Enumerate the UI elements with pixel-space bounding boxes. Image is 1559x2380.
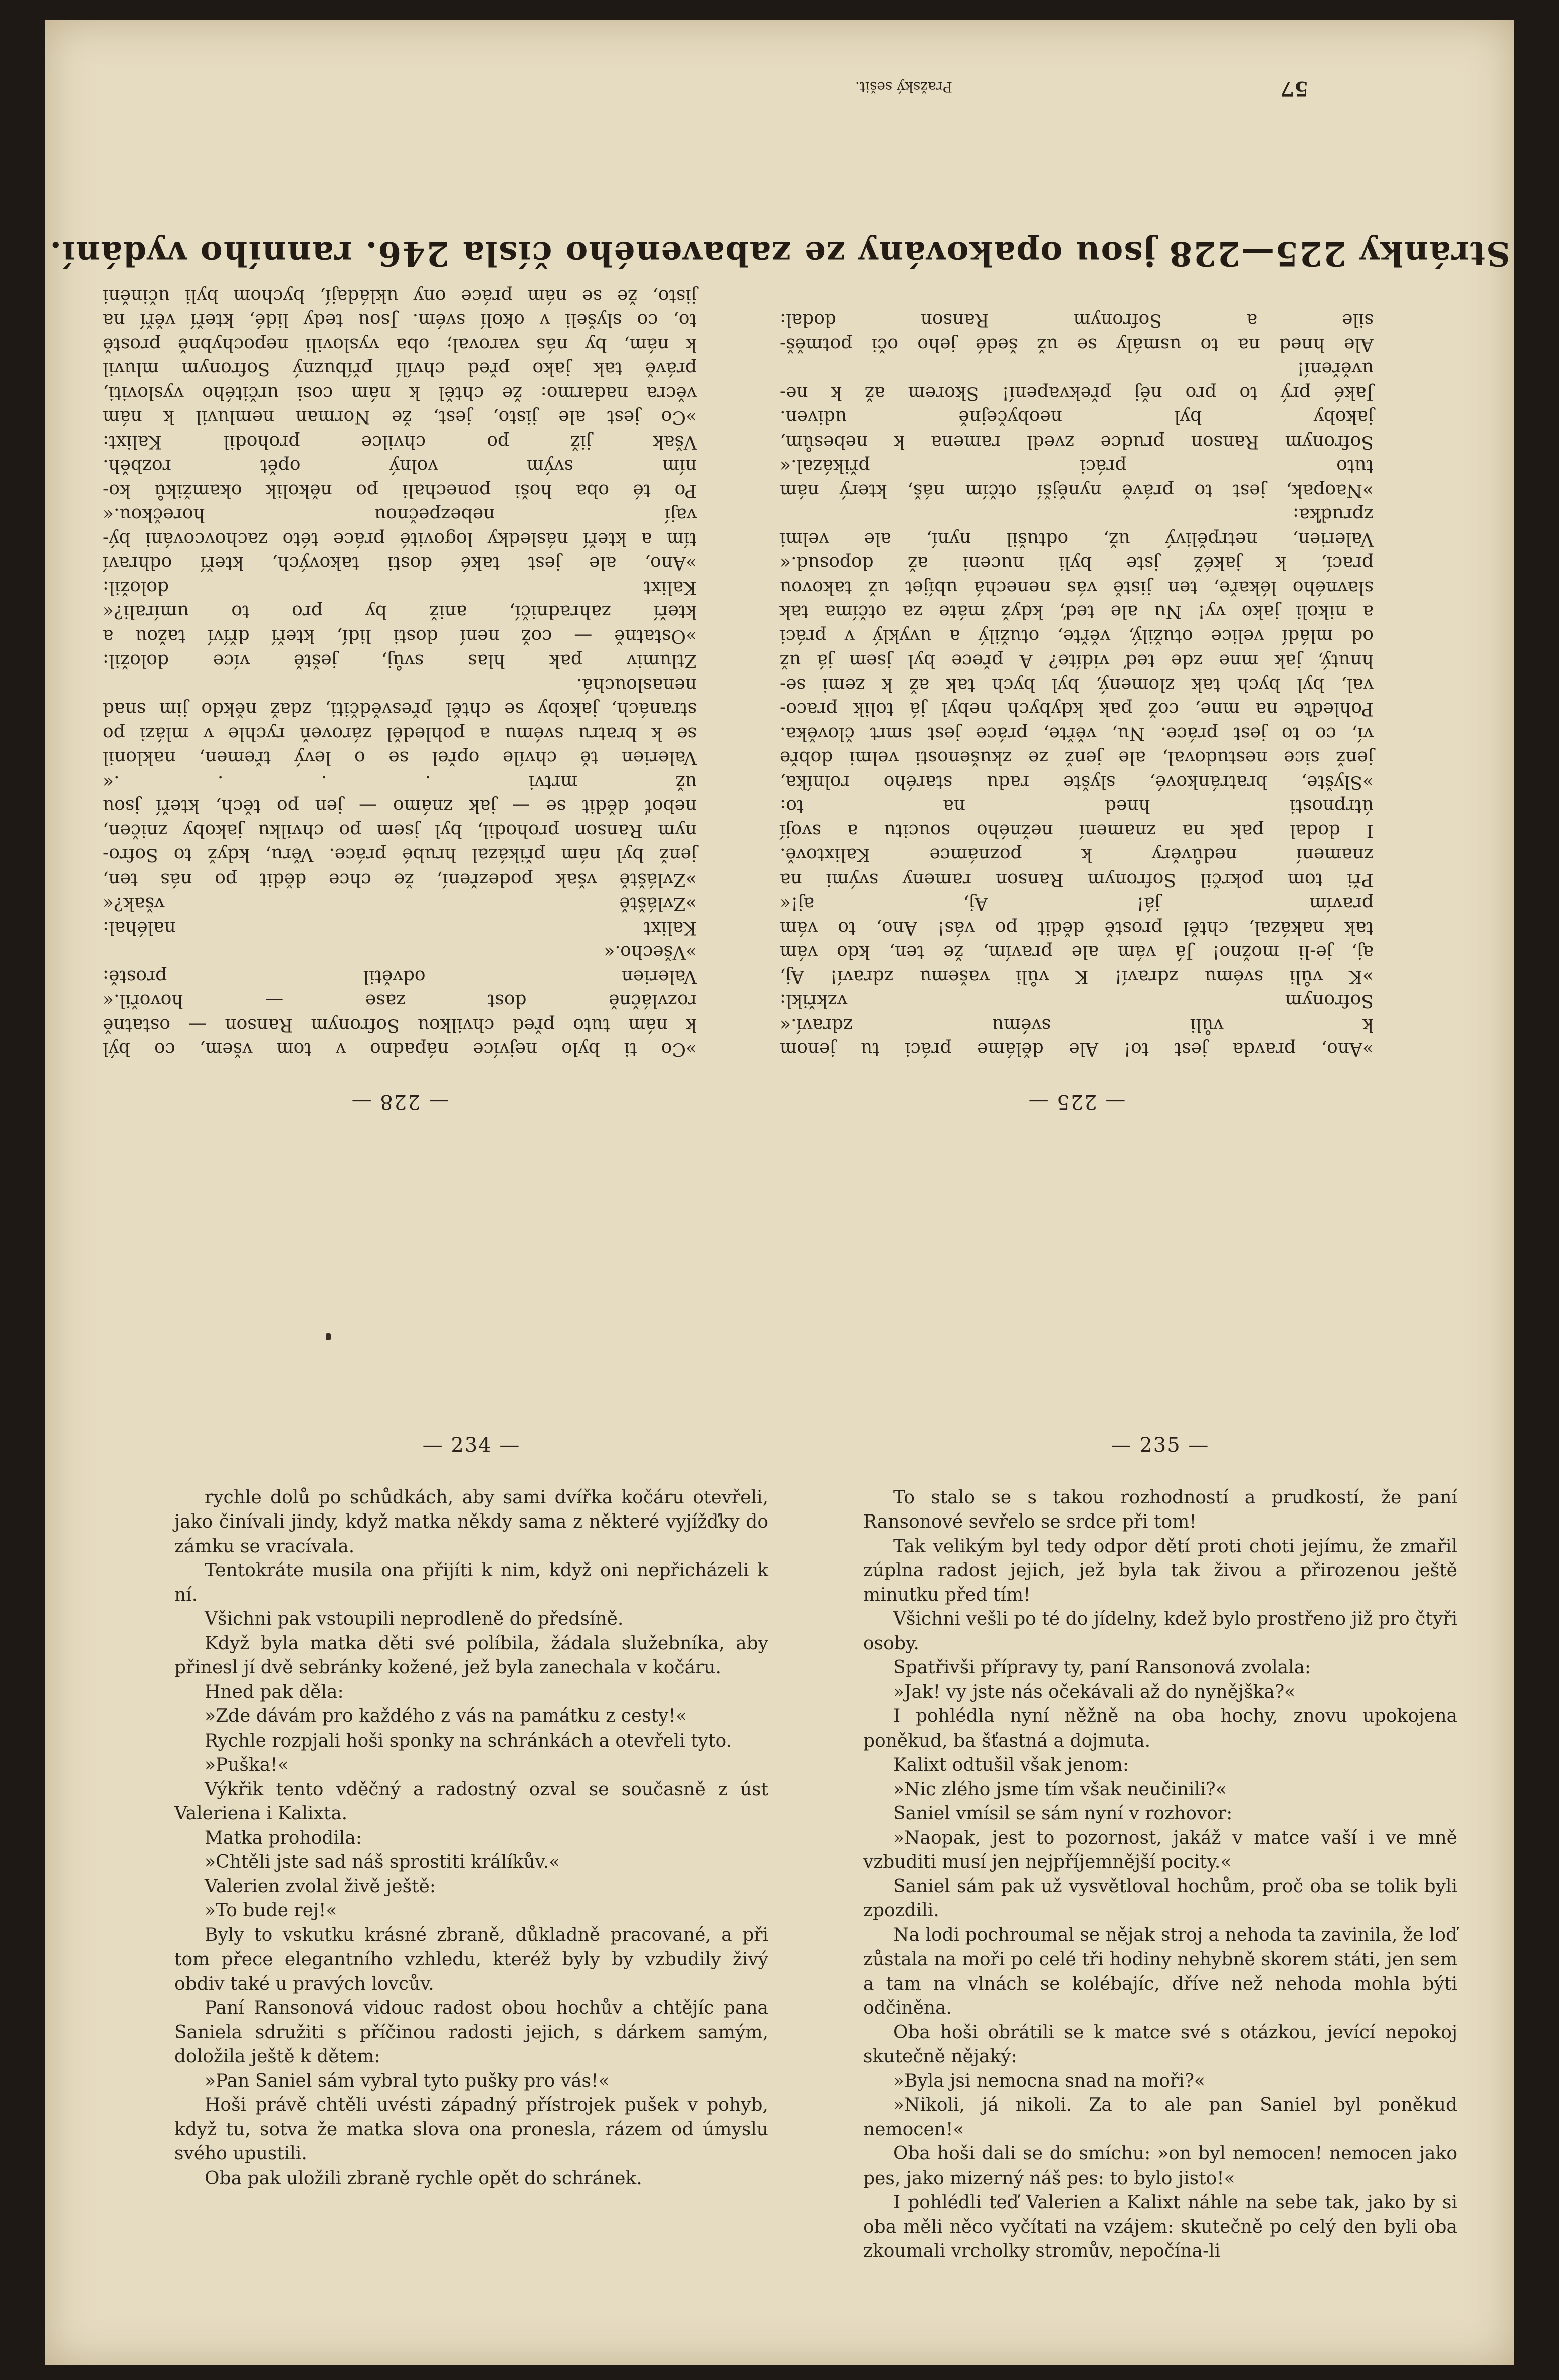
text-line: se k bratru svému a pohleděl zároveň rychle v mlázi po — [103, 723, 697, 744]
text-line: Sofronym Ranson prudce zvedl ramena k nebesům, — [780, 431, 1374, 452]
text-line: hnutý, jak mne zde teď vidíte? A přece byl jsem já už — [780, 650, 1374, 671]
text-line: Valerien tě chvíle opřel se o levý třemen, naklonil — [103, 747, 697, 768]
text-line: jakoby byl neobyčejně udiven. — [780, 407, 1374, 428]
text-line: zpruďka: — [1293, 504, 1374, 525]
text-line: slavného lékaře, ten jistě vás nenechá ubíjet už takovou — [780, 577, 1374, 598]
paragraph: Hned pak děla: — [205, 1681, 344, 1702]
text-line: stranách, jakoby se chtěl přesvědčiti, zdaž někdo jim snad — [103, 699, 697, 720]
reprint-notice-banner: Stránky 225—228 jsou opakovány ze zabaveného čísla 246. ranního vydání. — [49, 234, 1510, 273]
text-line: a nikoli jako vy! Nu ale teď, když máte za otčíma tak — [780, 601, 1374, 622]
paragraph: Valerien zvolal živě ještě: — [205, 1876, 436, 1897]
text-line: I dodal pak na znamení nežného soucitu a svojí — [780, 820, 1374, 841]
text-line: tím a kteří následky logovité práce této zachovcováni bý- — [103, 529, 697, 549]
text-line: »Co jest ale jisto, jest, že Norman nemluvil k nám — [103, 407, 697, 428]
text-line: Po té oba hoši ponechali po několik okamžiků ko- — [103, 480, 697, 501]
paragraph: Byly to vskutku krásné zbraně, důkladně pracované, a při tom přece elegantního vzhledu, kteréž byly by vzbudily živý obdiv také u pravých lovcův. — [174, 1924, 768, 1994]
text-line: už mrtvi . . . .« — [103, 772, 697, 792]
paragraph: »Zde dávám pro každého z vás na památku z cesty!« — [205, 1706, 687, 1726]
text-line: věcra nadarmo: že chtěl k nám cosi určitého vysloviti, — [103, 383, 697, 403]
page-number: — 225 — — [1027, 1090, 1126, 1113]
paragraph: »Naopak, jest to pozornost, jakáž v matce vaší i ve mně vzbuditi musí jen nejpříjemnější pocity.« — [863, 1827, 1457, 1872]
text-line: ním svým volný opět rozběh. — [103, 456, 697, 477]
rotated-page-225 — [780, 308, 1374, 1114]
text-line: Pohleďte na mne, což pak kdybych nebyl já tolik praco- — [780, 699, 1374, 720]
text-line: rozvláčně dost zase — hovořil.« — [103, 990, 697, 1011]
paragraph: Rychle rozpjali hoši sponky na schránkách a otevřeli tyto. — [205, 1730, 732, 1751]
text-line: pravím já! Aj, aj!« — [780, 893, 1374, 914]
text-line: »Naopak, jest to právě nynější otčím náš, který nám — [780, 480, 1374, 501]
paragraph: Oba pak uložili zbraně rychle opět do schránek. — [205, 2168, 642, 2189]
scanned-newspaper-sheet — [45, 20, 1514, 2365]
text-line: »Co ti bylo nejvíce nápadno v tom všem, co býl — [103, 1039, 697, 1060]
paragraph: Na lodi pochroumal se nějak stroj a nehoda ta zavinila, že loď zůstala na moři po celé tři hodiny nehybně skorem státi, jen sem a tam na vlnách se kolébajíc, dříve než nehoda mohla býti odčiněna. — [863, 1924, 1457, 2018]
rotated-page-228 — [103, 284, 697, 1114]
page-number: — 234 — — [422, 1434, 521, 1457]
text-line: »K vůli svému zdraví! K vůli vašemu zdraví! Aj, — [780, 966, 1374, 987]
text-line: to, co slyšeli v okolí svém. Jsou tedy lidé, kteří věří na — [103, 310, 697, 331]
paragraph: Hoši právě chtěli uvésti západný přístrojek pušek v pohyb, když tu, sotva že matka slova ona pronesla, rázem od úmyslu svého upustili. — [174, 2095, 768, 2164]
text-line: nym Ranson prohodil, byl jsem po chvilku jakoby zničen, — [103, 820, 697, 841]
text-line: Kalixt doložil: — [103, 577, 697, 598]
text-line: k vůli svému zdraví.« — [780, 1015, 1374, 1035]
text-line: od mládí velice otužilý, věřte, otužilý a uvyklý v práci — [780, 626, 1374, 646]
text-line: jisto, že se nám práce ony ukládají, bychom byli učiněni — [103, 286, 697, 306]
text-line: neboť dědit se — jak známo — jen po těch, kteří jsou — [103, 796, 697, 817]
page-235 — [863, 1433, 1457, 2264]
paragraph: Oba hoši obrátili se k matce své s otázkou, jevící nepokoj skutečně nějaký: — [863, 2022, 1457, 2067]
upright-section — [45, 1173, 1514, 2365]
paragraph: Oba hoši dali se do smíchu: »on byl nemocen! nemocen jako pes, jako mizerný náš pes: to bylo jisto!« — [863, 2143, 1457, 2189]
paragraph: »Chtěli jste sad náš sprostiti králíkův.« — [205, 1852, 560, 1872]
text-line: Při tom pokrčil Sofronym Ranson rameny svými na — [780, 869, 1374, 890]
page-234 — [174, 1433, 768, 2191]
page-number: — 228 — — [350, 1090, 449, 1113]
text-line: prací, k jakéž jste byli nuceni až doposud.« — [780, 553, 1374, 574]
text-line: »Slyšte, bratránkové, slyšte radu starého rolníka, — [780, 772, 1374, 792]
paragraph: Všichni pak vstoupili neprodleně do předsíně. — [205, 1609, 624, 1629]
text-line: »Všecho.« — [604, 942, 697, 963]
paragraph: Paní Ransonová vidouc radost obou hochův a chtějíc pana Saniela sdružiti s příčinou radosti jejich, s dárkem samým, doložila ještě k dětem: — [174, 1998, 768, 2067]
text-line: právě tak jako před chvílí příbuzný Sofronym mluvil — [103, 358, 697, 379]
text-line: jenž byl nám přikázal hrubé práce. Věru, když to Sofro- — [103, 844, 697, 866]
text-line: »Zvláště však?« — [103, 893, 697, 914]
paragraph: »Nic zlého jsme tím však neučinili?« — [893, 1779, 1227, 1800]
paragraph: »Byla jsi nemocna snad na moři?« — [893, 2070, 1205, 2091]
text-line: tuto práci přikázal.« — [780, 456, 1374, 477]
text-line: jenž sice nestudoval, ale jenž ze zkušenosti velmi dobře — [780, 747, 1374, 768]
text-line: Valerien odvětil prostě: — [103, 966, 697, 987]
text-line: »Zvláště však podezření, že chce dědit po nás ten, — [103, 869, 697, 890]
paragraph: Matka prohodila: — [205, 1827, 362, 1848]
paragraph: Spatřivši přípravy ty, paní Ransonová zvolala: — [893, 1657, 1311, 1678]
text-line: Ztlumiv pak hlas svůj, ještě více doložil: — [103, 650, 697, 671]
paragraph: rychle dolů po schůdkách, aby sami dvířka kočáru otevřeli, jako činívali jindy, když matka někdy sama z některé vyjížďky do zámku se vracívala. — [174, 1487, 768, 1557]
text-line: Kalixt naléhal: — [103, 918, 697, 938]
text-line: tak nakázal, chtěl prostě dědit po vás! Ano, to vám — [780, 918, 1374, 938]
paragraph: Tak velikým byl tedy odpor dětí proti choti jejímu, že zmařil zúplna radost jejich, jež byla tak živou a přirozenou ještě minutku před tím! — [863, 1536, 1457, 1605]
page-text — [174, 1486, 768, 2191]
text-line: Jaké prý to pro něj překvapení! Skorem až k ne- — [780, 383, 1374, 403]
paragraph: »Puška!« — [205, 1755, 289, 1775]
text-line: »Ostatně — což není dosti lidí, kteří dříví tažou a — [103, 626, 697, 646]
paragraph: »Jak! vy jste nás očekávali až do nynějška?« — [893, 1681, 1296, 1702]
text-line: ví, co to jest práce. Nu, věřte, práce jest smrt člověka. — [780, 723, 1374, 744]
text-line: k nám, by nás varoval; oba vyslovili nepochybně prostě — [103, 334, 697, 355]
paragraph: »Pan Saniel sám vybral tyto pušky pro vás!« — [205, 2070, 610, 2091]
text-line: vají nebezpečnou horečkou.« — [103, 504, 697, 525]
paragraph: Když byla matka děti své políbila, žádala služebníka, aby přinesl jí dvě sebránky kožené, jež byla zanechala v kočáru. — [174, 1633, 768, 1678]
paragraph: Saniel vmísil se sám nyní v rozhovor: — [893, 1803, 1233, 1824]
text-line: znamení nedůvěry k poznámce Kalixtově. — [780, 844, 1374, 866]
text-line: »Ano, ale jest také dosti takových, kteří odhraví — [103, 553, 697, 574]
paragraph: »Nikoli, já nikoli. Za to ale pan Saniel byl poněkud nemocen!« — [863, 2095, 1457, 2140]
paragraph: I pohlédli teď Valerien a Kalixt náhle na sebe tak, jako by si oba měli něco vyčítati na vzájem: skutečně po celý den byli oba zkoumali vrcholky stromův, nepočína-li — [863, 2192, 1457, 2261]
text-line: Ale hned na to usmály se už šedé jeho oči potměš- — [780, 334, 1374, 355]
paragraph: To stalo se s takou rozhodností a prudkostí, že paní Ransonové sevřelo se srdce při tom! — [863, 1487, 1457, 1532]
text-line: k nám tuto před chvilkou Sofronym Ranson — ostatně — [103, 1015, 697, 1035]
page-text — [103, 284, 697, 1061]
text-line: aj, je-li možno! Já vám ale pravím, že ten, kdo vám — [780, 942, 1374, 963]
paragraph: Tentokráte musila ona přijíti k nim, když oni nepřicházeli k ní. — [174, 1560, 768, 1605]
paragraph: Kalixt odtušil však jenom: — [893, 1755, 1129, 1775]
page-text — [863, 1486, 1457, 2264]
text-line: Valerien, netrpělivý už, odtušil nyní, ale velmi — [780, 529, 1374, 549]
sheet-number: 57 — [1280, 77, 1308, 100]
text-line: Sofronym vzkřikl: — [780, 990, 1374, 1011]
text-line: útrpnosti hned na to: — [780, 796, 1374, 817]
paragraph: I pohlédla nyní něžně na oba hochy, znovu upokojena poněkud, ba šťastná a dojmuta. — [863, 1706, 1457, 1751]
paragraph: Saniel sám pak už vysvětloval hochům, proč oba se tolik byli zpozdili. — [863, 1876, 1457, 1921]
paragraph: »To bude rej!« — [205, 1900, 337, 1921]
text-line: kteří zahradničí, aniž by pro to umírali?« — [103, 601, 697, 622]
signature-mark: Pražský sešit. — [855, 79, 952, 95]
text-line: sile a Sofronym Ranson dodal: — [780, 310, 1374, 331]
paragraph: Všichni vešli po té do jídelny, kdež bylo prostřeno již pro čtyři osoby. — [863, 1609, 1457, 1654]
text-line: nenaslouchá. — [576, 675, 697, 695]
text-line: uvěření! — [1297, 358, 1374, 379]
page-number: — 235 — — [1111, 1434, 1210, 1457]
page-text — [780, 308, 1374, 1061]
upside-down-section — [45, 20, 1514, 1173]
text-line: »Ano, pravda jest to! Ale děláme práci tu jenom — [780, 1039, 1374, 1060]
paragraph: Výkřik tento vděčný a radostný ozval se současně z úst Valeriena i Kalixta. — [174, 1779, 768, 1824]
text-line: Však již po chvilce prohodil Kalixt: — [103, 431, 697, 452]
text-line: val, byl bych tak zlomený, byl bych tak až k zemi se- — [780, 675, 1374, 695]
